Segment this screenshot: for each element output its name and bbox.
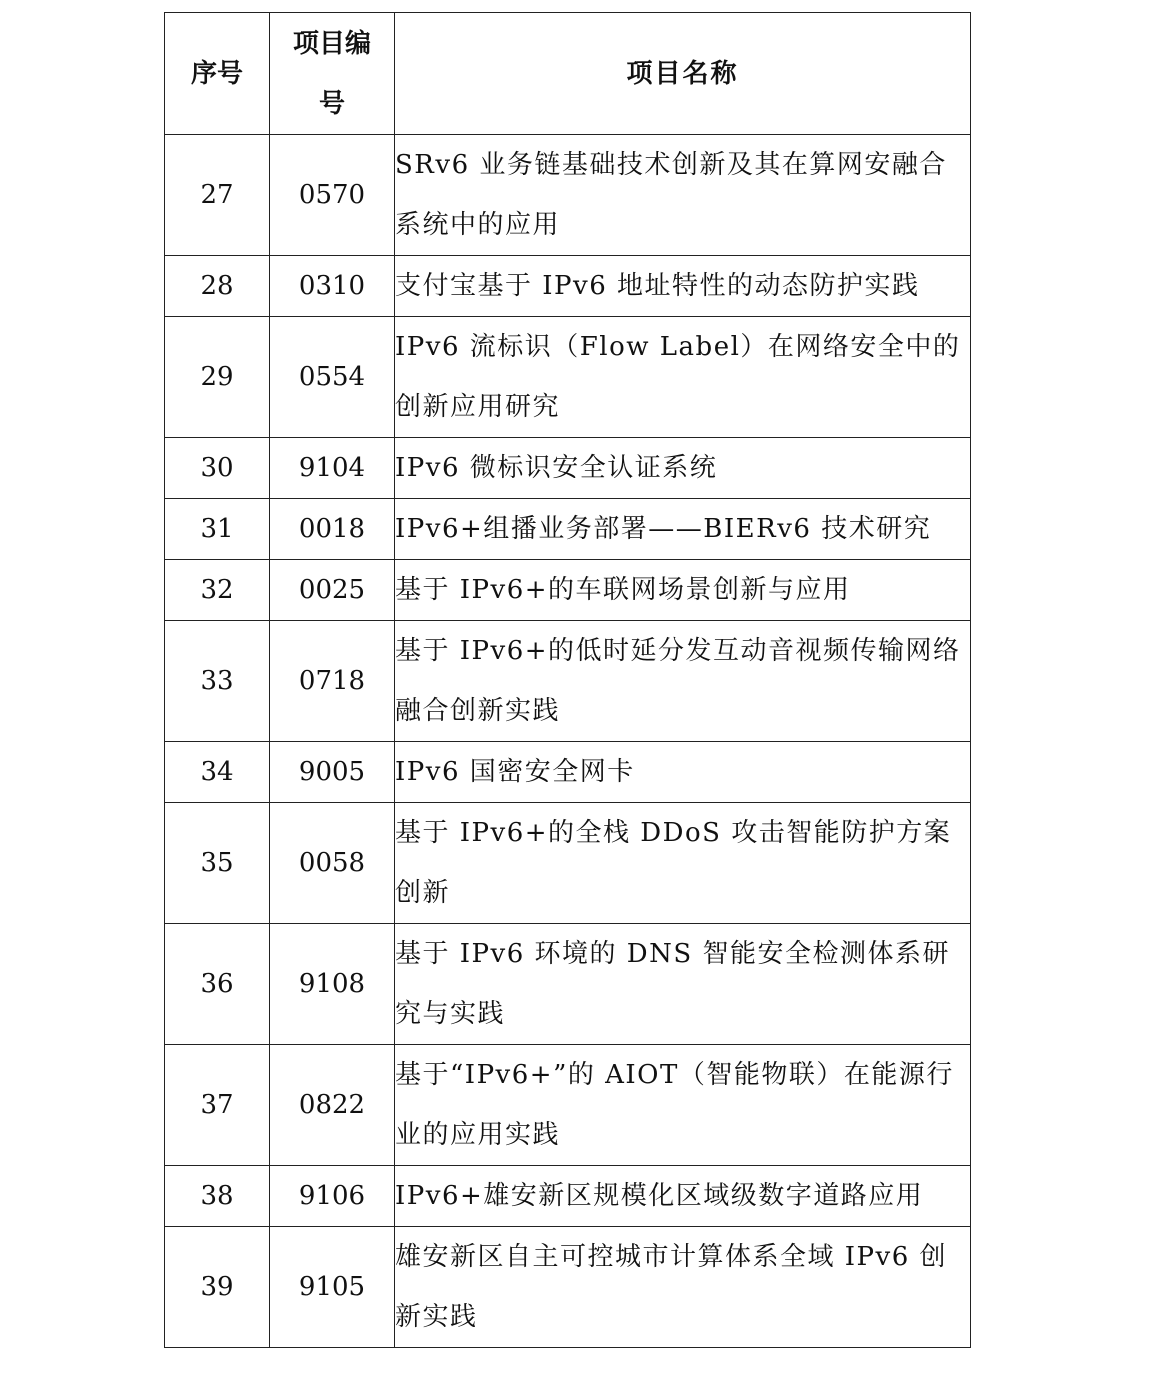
header-code-label: 项目编号 (292, 28, 371, 119)
header-code (270, 13, 395, 135)
row-seq: 27 (165, 135, 270, 256)
row-code: 9104 (270, 438, 395, 499)
row-code: 9105 (270, 1227, 395, 1348)
row-seq: 29 (165, 317, 270, 438)
table-row (165, 1166, 971, 1227)
row-seq: 32 (165, 560, 270, 621)
row-seq: 28 (165, 256, 270, 317)
row-seq: 36 (165, 924, 270, 1045)
row-seq: 35 (165, 803, 270, 924)
header-seq: 序号 (165, 13, 270, 135)
row-code: 0822 (270, 1045, 395, 1166)
table-row (165, 1227, 971, 1348)
row-code: 9106 (270, 1166, 395, 1227)
row-seq: 37 (165, 1045, 270, 1166)
table-row (165, 499, 971, 560)
row-name: IPv6 微标识安全认证系统 (395, 438, 971, 499)
row-name: 基于 IPv6 环境的 DNS 智能安全检测体系研究与实践 (395, 924, 971, 1045)
row-name: SRv6 业务链基础技术创新及其在算网安融合系统中的应用 (395, 135, 971, 256)
row-name: IPv6+雄安新区规模化区域级数字道路应用 (395, 1166, 971, 1227)
project-table (164, 12, 971, 1348)
row-name: 支付宝基于 IPv6 地址特性的动态防护实践 (395, 256, 971, 317)
row-name: 基于 IPv6+的低时延分发互动音视频传输网络融合创新实践 (395, 621, 971, 742)
row-name: IPv6 流标识（Flow Label）在网络安全中的创新应用研究 (395, 317, 971, 438)
table-row (165, 742, 971, 803)
table-row (165, 621, 971, 742)
table-header-row (165, 13, 971, 135)
row-name: IPv6 国密安全网卡 (395, 742, 971, 803)
table-row (165, 135, 971, 256)
row-seq: 38 (165, 1166, 270, 1227)
row-code: 0058 (270, 803, 395, 924)
row-name: 基于 IPv6+的车联网场景创新与应用 (395, 560, 971, 621)
header-name: 项目名称 (395, 13, 971, 135)
table-row (165, 317, 971, 438)
row-seq: 39 (165, 1227, 270, 1348)
table-row (165, 924, 971, 1045)
table-row (165, 1045, 971, 1166)
row-code: 0025 (270, 560, 395, 621)
row-seq: 30 (165, 438, 270, 499)
row-name: 基于 IPv6+的全栈 DDoS 攻击智能防护方案创新 (395, 803, 971, 924)
row-seq: 34 (165, 742, 270, 803)
row-code: 0310 (270, 256, 395, 317)
table-row (165, 803, 971, 924)
row-code: 0718 (270, 621, 395, 742)
row-code: 9005 (270, 742, 395, 803)
row-name: 基于“IPv6+”的 AIOT（智能物联）在能源行业的应用实践 (395, 1045, 971, 1166)
table-row (165, 256, 971, 317)
table-row (165, 560, 971, 621)
row-name: 雄安新区自主可控城市计算体系全域 IPv6 创新实践 (395, 1227, 971, 1348)
row-name: IPv6+组播业务部署——BIERv6 技术研究 (395, 499, 971, 560)
row-code: 0018 (270, 499, 395, 560)
row-code: 0570 (270, 135, 395, 256)
row-code: 9108 (270, 924, 395, 1045)
table-row (165, 438, 971, 499)
row-seq: 31 (165, 499, 270, 560)
row-seq: 33 (165, 621, 270, 742)
row-code: 0554 (270, 317, 395, 438)
